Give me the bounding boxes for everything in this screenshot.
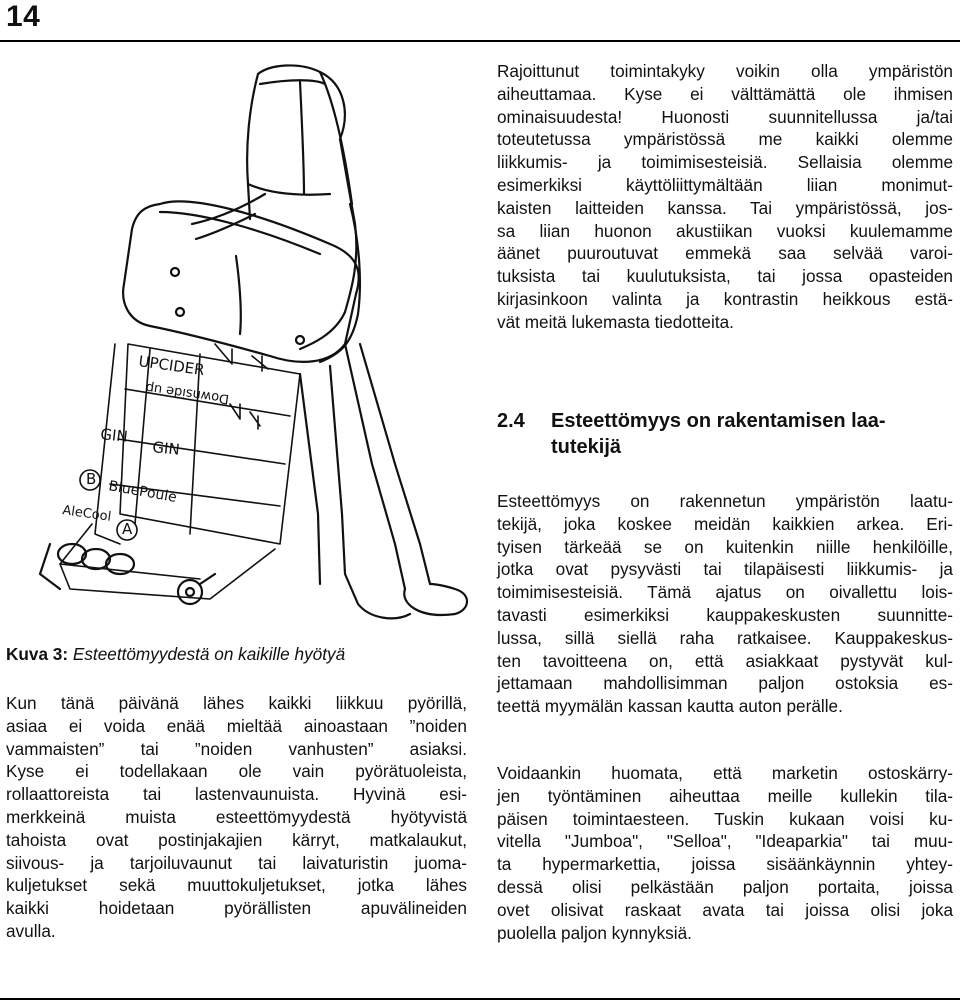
text-line: Esteettömyys on rakennetun ympäristön laatu- xyxy=(497,491,953,511)
box-label-alecool: AleCool xyxy=(61,503,113,525)
text-line: vitella "Jumboa", "Selloa", "Ideaparkia" tai muu- xyxy=(497,831,953,852)
text-line: Kyse ei todellakaan ole vain pyörätuoleista, xyxy=(6,761,467,782)
left-column-paragraph xyxy=(6,692,467,943)
box-label-gin-2: GIN xyxy=(151,438,181,459)
text-line: äänet puuroutuvat emmekä saa selvää varoi- xyxy=(497,243,953,264)
text-line: kuljetukset sekä muuttokuljetukset, jotka lähes xyxy=(6,875,467,896)
trolley-wheels xyxy=(40,544,215,604)
text-line: kaikki hoidetaan pyörällisten apuvälineiden xyxy=(6,898,467,919)
box-label-bluepoule: BluePoule xyxy=(107,478,178,506)
text-line: jettamaan mahdollisimman paljon ostoksia es- xyxy=(497,673,953,694)
text-line: toimimisesteisiä. Tämä ajatus on oivallettu lois- xyxy=(497,582,953,603)
text-line: Rajoittunut toimintakyky voikin olla ympäristön xyxy=(497,61,953,81)
text-line: Kun tänä päivänä lähes kaikki liikkuu pyörillä, xyxy=(6,693,467,713)
right-column-paragraph-3 xyxy=(497,762,953,944)
right-column-paragraph-1 xyxy=(497,60,953,334)
text-line: vammaisten” tai ”noiden vanhusten” asiaksi. xyxy=(6,738,467,759)
text-line: esimerkiksi käyttöliittymältään liian monimut- xyxy=(497,174,953,195)
box-label-gin-1: GIN xyxy=(99,425,129,446)
text-line: siivous- ja tarjoiluvaunut tai laivaturistin juoma- xyxy=(6,852,467,873)
box-label-upcider: UPCIDER xyxy=(137,352,206,380)
text-line: ten tavoitteena on, että asiakkaat pystyvät kul- xyxy=(497,650,953,671)
caption-text: Esteettömyydestä on kaikille hyötyä xyxy=(72,644,346,664)
right-column-paragraph-2 xyxy=(497,490,953,718)
text-line: kaisten laitteiden kanssa. Tai ympäristössä, jos- xyxy=(497,197,953,218)
text-line: asiaa ei voida enää mieltää ainoastaan ”noiden xyxy=(6,715,467,736)
text-line: tahoista ovat postinjakajien kärryt, matkalaukut, xyxy=(6,829,467,850)
text-line: tavasti esimerkiksi kauppakeskusten suunnitte- xyxy=(497,604,953,625)
text-line: jen työntäminen aiheuttaa meille kullekin tila- xyxy=(497,785,953,806)
box-label-b: B xyxy=(86,470,97,488)
text-line: päisen toimintaesteen. Tuskin kukaan voisi ku- xyxy=(497,808,953,829)
text-line: lussa, sillä siellä raha ratkaisee. Kauppakeskus- xyxy=(497,627,953,648)
text-line: jotka ovat pysyvästi tai tilapäisesti liikkumis- ja xyxy=(497,559,953,580)
figure-caption xyxy=(6,643,476,665)
box-label-a: A xyxy=(122,520,133,538)
text-line: vät meitä lukemasta tiedotteita. xyxy=(497,311,734,332)
text-line: ominaisuudesta! Huonosti suunnitellussa ja/tai xyxy=(497,106,953,127)
text-line: ovet olisivat raskaat avata tai joissa olisi joka xyxy=(497,899,953,920)
text-line: tuksista tai kuulutuksista, tai jossa opasteiden xyxy=(497,266,953,287)
text-line: liikkumis- ja toimimisesteisiä. Sellaisia olemme xyxy=(497,152,953,173)
footer-rule xyxy=(0,998,960,1000)
text-line: dessä olisi pelkästään paljon portaita, joissa xyxy=(497,876,953,897)
section-heading xyxy=(497,408,957,460)
header-rule xyxy=(0,40,960,42)
text-line: Voidaankin huomata, että marketin ostoskärry- xyxy=(497,763,953,783)
page-number: 14 xyxy=(6,0,41,33)
box-labels xyxy=(61,352,230,538)
text-line: avulla. xyxy=(6,920,56,941)
text-line: tyisen tärkeää se on kuitenkin niille henkilöille, xyxy=(497,536,953,557)
luggage-trolley-illustration xyxy=(0,44,490,634)
text-line: toteutetussa ympäristössä me kaikki olemme xyxy=(497,129,953,150)
text-line: kirjasinkoon valinta ja kontrastin heikkous estä- xyxy=(497,288,953,309)
text-line: puolella paljon kynnyksiä. xyxy=(497,922,692,943)
section-number: 2.4 xyxy=(497,410,525,432)
caption-label: Kuva 3: xyxy=(6,644,69,664)
box-label-downside: Downside up xyxy=(144,379,231,407)
text-line: sa liian huonon akustiikan vuoksi kuulemamme xyxy=(497,220,953,241)
section-title-line: tutekijä xyxy=(551,436,622,458)
text-line: aiheuttamaa. Kyse ei välttämättä ole ihmisen xyxy=(497,83,953,104)
text-line: teettä myymälän kassan kautta auton perälle. xyxy=(497,696,843,717)
text-line: merkkeinä muista esteettömyydestä hyötyvistä xyxy=(6,806,467,827)
section-title-line: Esteettömyys on rakentamisen laa- xyxy=(551,410,886,432)
text-line: tekijä, joka koskee meidän kaikkien arkea. Eri- xyxy=(497,513,953,534)
text-line: rollaattoreista tai lastenvaunuista. Hyvinä esi- xyxy=(6,784,467,805)
text-line: ta hypermarkettia, joissa sisäänkäynnin yhtey- xyxy=(497,854,953,875)
